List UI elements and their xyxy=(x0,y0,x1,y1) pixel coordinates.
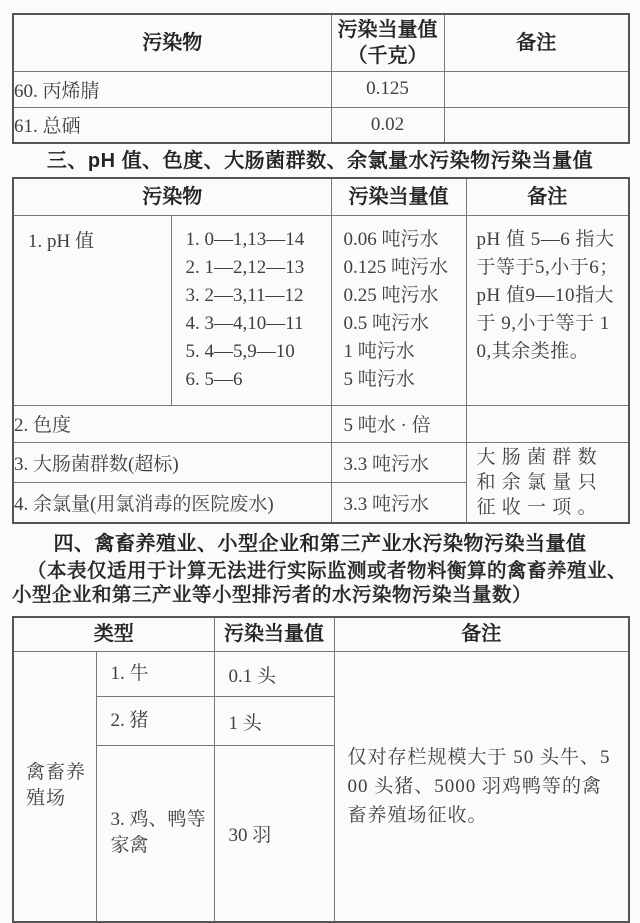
ph-range-item: 5. 4—5,9—10 xyxy=(185,340,295,362)
pollutant-equivalent-kg-table xyxy=(12,13,630,144)
livestock-remark: 仅对存栏规模大于 50 头牛、500 头猪、5000 羽鸡鸭等的禽畜养殖场征收。 xyxy=(334,652,629,922)
animal-value: 1 头 xyxy=(214,697,334,746)
table-row xyxy=(13,405,629,442)
ph-row xyxy=(13,215,629,405)
ph-chroma-coliform-chlorine-table xyxy=(12,177,630,524)
pollutant-value: 3.3 吨污水 xyxy=(331,442,466,482)
table3-header-type: 类型 xyxy=(13,617,214,652)
pollutant-value: 5 吨水 · 倍 xyxy=(331,405,466,442)
ph-value-list xyxy=(331,215,466,405)
table1-header-value xyxy=(331,14,444,71)
table1-header-pollutant: 污染物 xyxy=(13,14,331,71)
table3-header-remark: 备注 xyxy=(334,617,629,652)
ph-range-item: 2. 1—2,12—13 xyxy=(185,256,305,278)
ph-range-item: 3. 2—3,11—12 xyxy=(185,284,304,306)
ph-value-item: 1 吨污水 xyxy=(343,340,415,362)
table2-header-row xyxy=(13,178,629,215)
pollutant-name: 4. 余氯量(用氯消毒的医院废水) xyxy=(13,482,331,522)
section-4-note: （本表仅适用于计算无法进行实际监测或者物料衡算的禽畜养殖业、小型企业和第三产业等小型排污者的水污染物污染当量数） xyxy=(12,559,628,606)
table2-header-pollutant: 污染物 xyxy=(13,178,331,215)
livestock-farm-group-label: 禽畜养殖场 xyxy=(13,652,96,922)
pollutant-remark xyxy=(444,107,629,143)
table2-header-value: 污染当量值 xyxy=(331,178,466,215)
animal-value: 30 羽 xyxy=(214,746,334,922)
pollutant-value: 0.02 xyxy=(331,107,444,143)
ph-remark: pH 值 5—6 指大于等于5,小于6；pH 值9—10指大于 9,小于等于 10,其余类推。 xyxy=(466,215,629,405)
animal-type: 2. 猪 xyxy=(96,697,214,746)
table1-header-value-line2: （千克） xyxy=(347,44,428,67)
ph-range-item: 6. 5—6 xyxy=(185,368,243,390)
pollutant-name: 60. 丙烯腈 xyxy=(13,71,331,107)
animal-value: 0.1 头 xyxy=(214,652,334,697)
table1-header-remark: 备注 xyxy=(444,14,629,71)
table2-header-remark: 备注 xyxy=(466,178,629,215)
section-4-title: 四、禽畜养殖业、小型企业和第三产业水污染物污染当量值 xyxy=(53,532,587,555)
ph-value-item: 0.125 吨污水 xyxy=(343,256,449,278)
table-row xyxy=(13,107,629,143)
table3-header-row xyxy=(13,617,629,652)
animal-type: 3. 鸡、鸭等家禽 xyxy=(96,746,214,922)
ph-value-item: 0.06 吨污水 xyxy=(343,228,439,250)
pollutant-name: 3. 大肠菌群数(超标) xyxy=(13,442,331,482)
table1-header-value-line1: 污染当量值 xyxy=(337,18,438,41)
pollutant-remark xyxy=(444,71,629,107)
ph-range-item: 1. 0—1,13—14 xyxy=(185,228,305,250)
table1-header-row xyxy=(13,14,629,71)
coliform-chlorine-shared-remark: 大肠菌群数和余氯量只征收一项。 xyxy=(466,442,629,523)
pollutant-name: 2. 色度 xyxy=(13,405,331,442)
section-3-title: 三、pH 值、色度、大肠菌群数、余氯量水污染物污染当量值 xyxy=(46,150,594,172)
table-row xyxy=(13,71,629,107)
ph-value-item: 0.25 吨污水 xyxy=(343,284,439,306)
pollutant-value: 0.125 xyxy=(331,71,444,107)
table3-header-value: 污染当量值 xyxy=(214,617,334,652)
ph-row-name: 1. pH 值 xyxy=(13,215,171,405)
pollutant-value: 3.3 吨污水 xyxy=(331,482,466,522)
animal-type: 1. 牛 xyxy=(96,652,214,697)
ph-range-list xyxy=(171,215,331,405)
ph-range-item: 4. 3—4,10—11 xyxy=(185,312,304,334)
table-row xyxy=(13,652,629,697)
table-row xyxy=(13,442,629,482)
pollutant-remark xyxy=(466,405,629,442)
livestock-small-enterprise-table xyxy=(12,616,630,923)
ph-value-item: 5 吨污水 xyxy=(343,368,415,390)
ph-value-item: 0.5 吨污水 xyxy=(343,312,430,334)
pollutant-name: 61. 总硒 xyxy=(13,107,331,143)
